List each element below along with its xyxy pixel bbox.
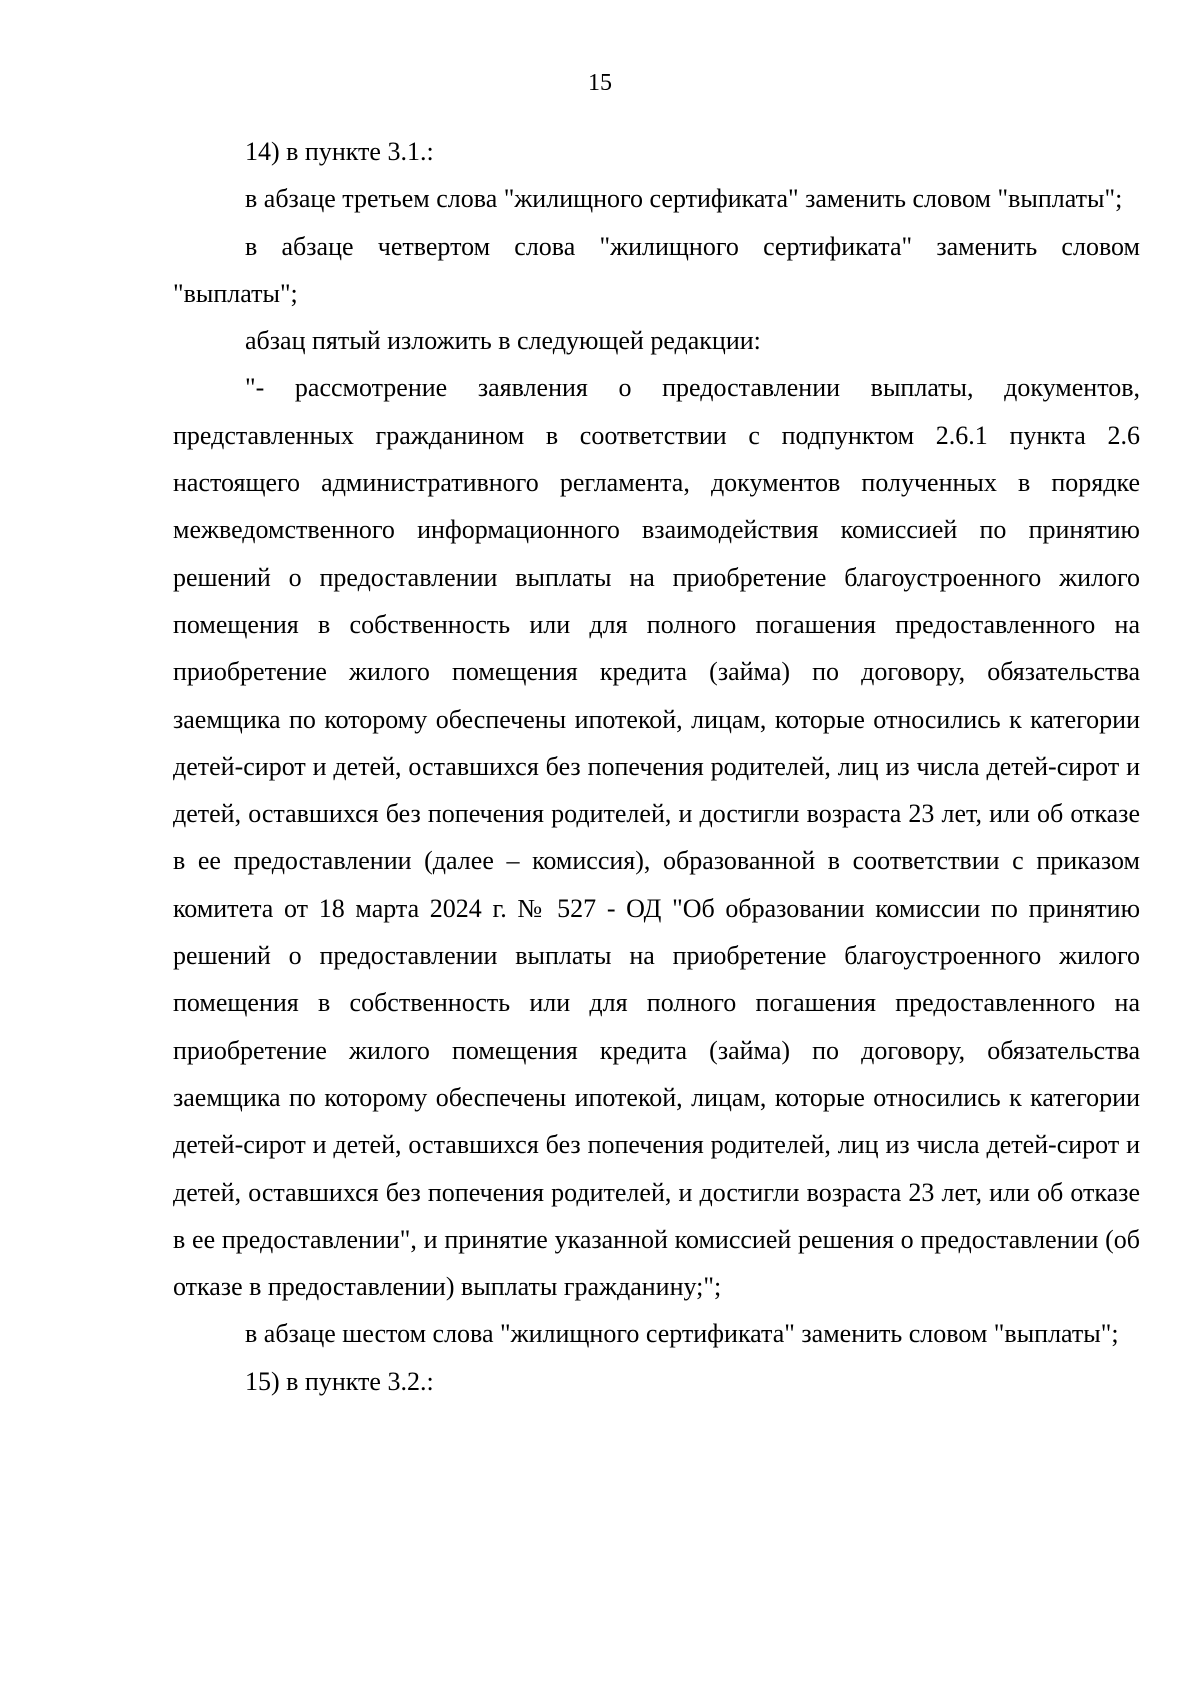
page-number: 15 [588, 70, 612, 96]
paragraph-abzac-3: в абзаце третьем слова "жилищного сертификата" заменить словом "выплаты"; [245, 184, 1123, 214]
paragraph-abzac-6: в абзаце шестом слова "жилищного сертификата" заменить словом "выплаты"; [245, 1319, 1119, 1349]
paragraph-abzac-5-intro: абзац пятый изложить в следующей редакции: [245, 326, 761, 356]
paragraph-item-15: 15) в пункте 3.2.: [245, 1366, 434, 1396]
paragraph-item-14: 14) в пункте 3.1.: [245, 137, 434, 166]
document-body [173, 128, 1140, 1405]
paragraph-abzac-4: в абзаце четвертом слова "жилищного сертификата" заменить словом "выплаты"; [173, 231, 1140, 308]
paragraph-abzac-5-text: "- рассмотрение заявления о предоставлении выплаты, документов, представленных гражданином в соответствии с подпунктом 2.6.1 пункта 2.6 настоящего административного регламента, документов полученных в порядке межведомственного информационного взаимодействия комиссией по принятию решений о предоставлении выплаты на приобретение благоустроенного жилого помещения в собственность или для полного погашения предоставленного на приобретение жилого помещения кредита (займа) по договору, обязательства заемщика по которому обеспечены ипотекой, лицам, которые относились к категории детей-сирот и детей, оставшихся без попечения родителей, лиц из числа детей-сирот и детей, оставшихся без попечения родителей, и достигли возраста 23 лет, или об отказе в ее предоставлении (далее – комиссия), образованной в соответствии с приказом комитета от 18 марта 2024 г. № 527 - ОД "Об образовании комиссии по принятию решений о предоставлении выплаты на приобретение благоустроенного жилого помещения в собственность или для полного погашения предоставленного на приобретение жилого помещения кредита (займа) по договору, обязательства заемщика по которому обеспечены ипотекой, лицам, которые относились к категории детей-сирот и детей, оставшихся без попечения родителей, лиц из числа детей-сирот и детей, оставшихся без попечения родителей, и достигли возраста 23 лет, или об отказе в ее предоставлении", и принятие указанной комиссией решения о предоставлении (об отказе в предоставлении) выплаты гражданину;"; [173, 373, 1140, 1302]
